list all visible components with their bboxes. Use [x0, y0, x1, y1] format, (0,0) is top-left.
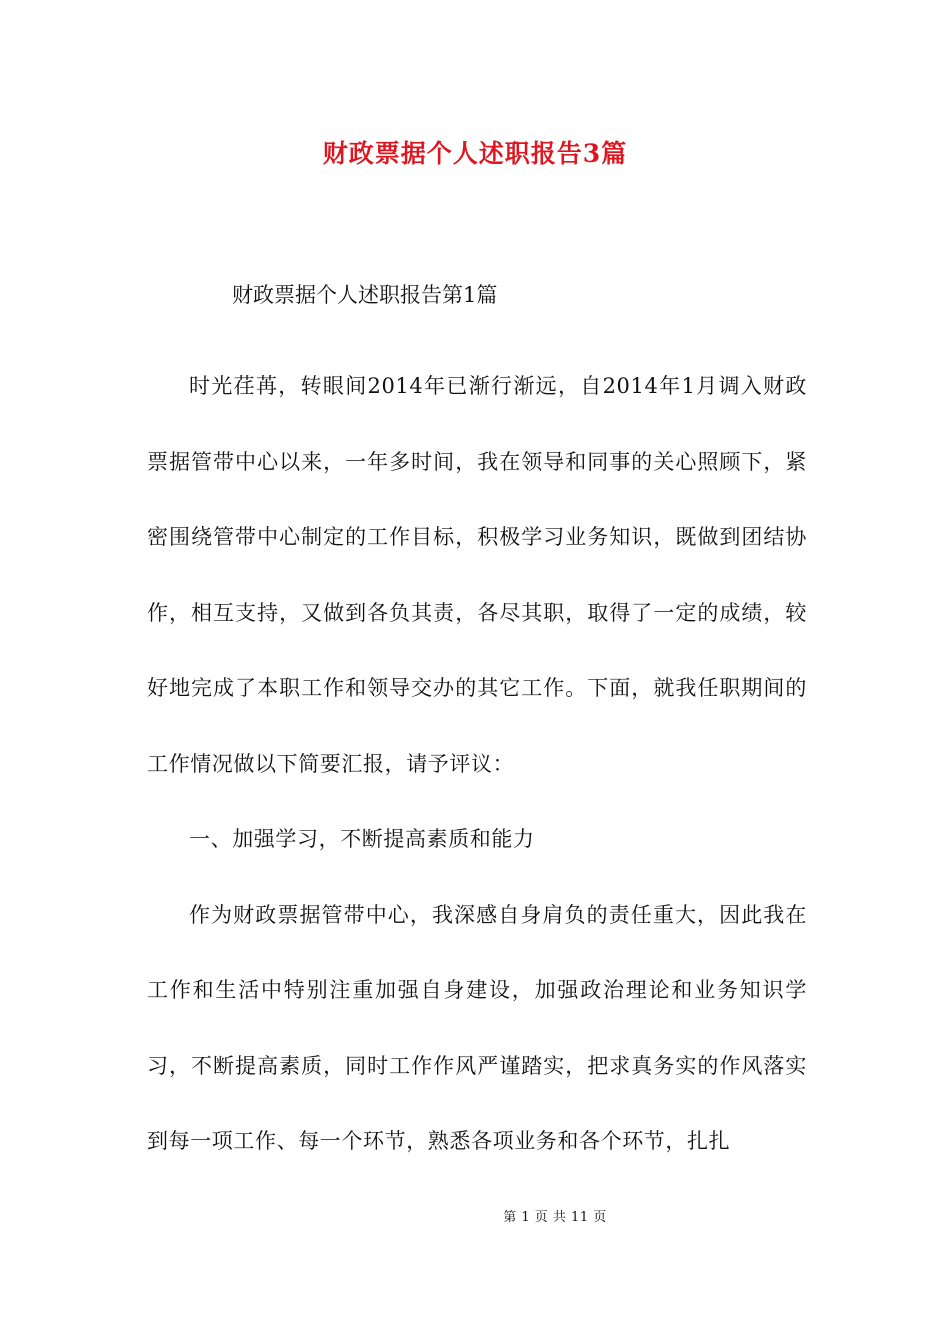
document-title: 财政票据个人述职报告3篇 [322, 139, 628, 168]
paragraph-intro: 时光荏苒，转眼间2014年已渐行渐远，自2014年1月调入财政票据管带中心以来，一年多时间，我在领导和同事的关心照顾下，紧密围绕管带中心制定的工作目标，积极学习业务知识，既做到团结协作，相互支持，又做到各负其责，各尽其职，取得了一定的成绩，较好地完成了本职工作和领导交办的其它工作。下面，就我任职期间的工作情况做以下简要汇报，请予评议： [147, 374, 807, 776]
body-text [147, 349, 807, 1180]
section-heading: 一、加强学习，不断提高素质和能力 [189, 827, 535, 851]
section-subtitle: 财政票据个人述职报告第1篇 [232, 283, 498, 307]
paragraph-study: 作为财政票据管带中心，我深感自身肩负的责任重大，因此我在工作和生活中特别注重加强自身建设，加强政治理论和业务知识学习，不断提高素质，同时工作作风严谨踏实，把求真务实的作风落实到每一项工作、每一个环节，熟悉各项业务和各个环节，扎扎 [147, 902, 807, 1153]
page-number-footer: 第 1 页 共 11 页 [503, 1210, 607, 1225]
